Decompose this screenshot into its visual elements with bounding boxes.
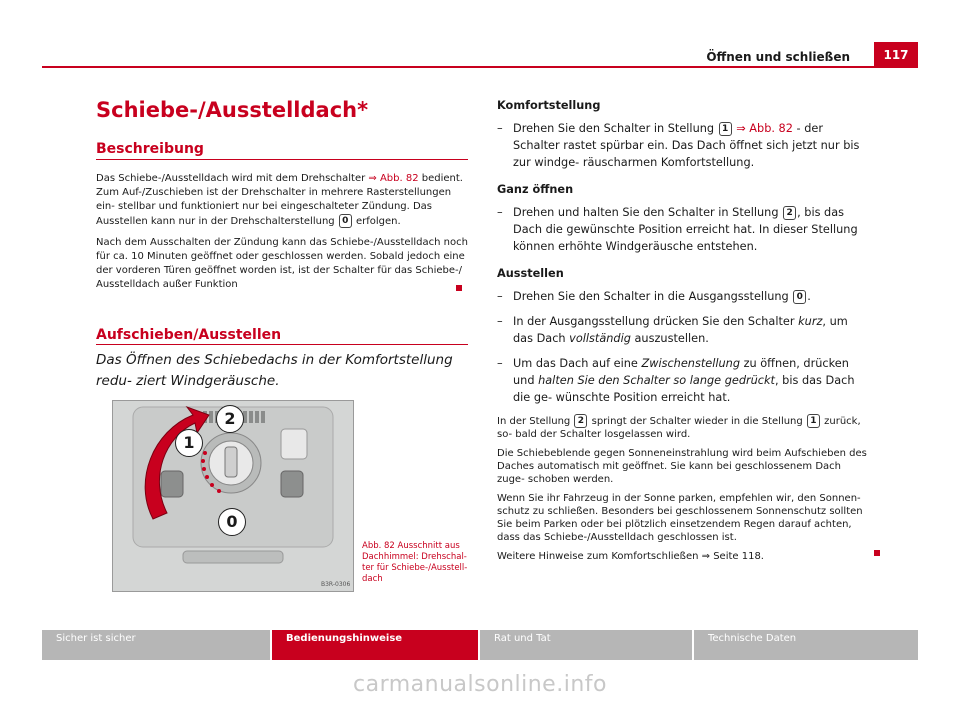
header-rule: [42, 66, 918, 68]
note-paragraph: Die Schiebeblende gegen Sonneneinstrahlung wird beim Aufschieben des Daches automatisch mit geöffnet. Sie kann bei geschlossenem Dach zuge- schoben werden.: [497, 448, 867, 485]
list-item: – Drehen Sie den Schalter in die Ausgangsstellung 0 .: [497, 288, 867, 305]
figure-link[interactable]: ⇒ Abb. 82: [732, 122, 793, 135]
footer-tab-technische-daten[interactable]: Technische Daten: [694, 630, 918, 660]
position-marker-2: 2: [574, 414, 587, 428]
position-marker-0: 0: [339, 214, 352, 228]
list-item: – Drehen und halten Sie den Schalter in Stellung 2 , bis das Dach die gewünschte Position erreicht hat. In dieser Stellung können erhöhte Windgeräusche entstehen.: [497, 204, 867, 255]
footer-tab-rat-und-tat[interactable]: Rat und Tat: [480, 630, 692, 660]
figure-callout-2: 2: [216, 405, 244, 433]
footer-tab-bedienungshinweise[interactable]: Bedienungshinweise: [272, 630, 478, 660]
section-heading-aufschieben: Aufschieben/Ausstellen: [96, 327, 282, 343]
figure-link[interactable]: ⇒ Abb. 82: [368, 173, 419, 184]
list-item: – Drehen Sie den Schalter in Stellung 1 ⇒ Abb. 82 - der Schalter rastet spürbar ein. Das Dach öffnet sich jetzt nur bis zur windge- räuscharmen Komfortstellung.: [497, 120, 867, 171]
page-number: 117: [874, 42, 918, 68]
figure-roof-switch: [112, 400, 354, 592]
running-header: Öffnen und schließen: [706, 50, 850, 64]
note-paragraph: In der Stellung 2 springt der Schalter wieder in die Stellung 1 zurück, so- bald der Schalter losgelassen wird.: [497, 416, 861, 440]
position-marker-1: 1: [719, 122, 732, 136]
section-rule: [96, 344, 468, 345]
figure-caption: Abb. 82 Ausschnitt aus Dachhimmel: Drehschal- ter für Schiebe-/Ausstell- dach: [362, 541, 468, 584]
end-marker: [874, 550, 880, 556]
section-rule: [96, 159, 468, 160]
position-marker-0: 0: [793, 290, 806, 304]
chapter-title: Schiebe-/Ausstelldach*: [96, 98, 369, 122]
subheading-ganz-oeffnen: Ganz öffnen: [497, 183, 574, 196]
figure-callout-1: 1: [175, 429, 203, 457]
note-paragraph: Weitere Hinweise zum Komfortschließen ⇒ Seite 118.: [497, 551, 764, 562]
list-item: – In der Ausgangsstellung drücken Sie den Schalter kurz, um das Dach vollständig auszustellen.: [497, 313, 867, 347]
note-paragraph: Wenn Sie ihr Fahrzeug in der Sonne parken, empfehlen wir, den Sonnen- schutz zu schließen. Besonders bei geschlossenem Sonnenschutz sollten Sie beim Parken oder bei plötzlich einsetzendem Regen darauf achten, dass das Schiebe-/Ausstelldach geschlossen ist.: [497, 493, 863, 543]
watermark: carmanualsonline.info: [353, 672, 607, 697]
section-heading-beschreibung: Beschreibung: [96, 141, 204, 157]
paragraph-description: Das Schiebe-/Ausstelldach wird mit dem Drehschalter ⇒ Abb. 82 bedient. Zum Auf-/Zuschieben ist der Drehschalter in mehrere Rasterstellungen ein- stellbar und funktioniert nur bei eingeschalteter Zündung. Das Ausstellen kann nur in der Drehschalterstellung 0 erfolgen. Nach dem Ausschalten der Zündung kann das Schiebe-/Ausstelldach noch für ca. 10 Minuten geöffnet oder geschlossen werden. Sobald jedoch eine der vorderen Türen geöffnet worden ist, ist der Schalter für das Schiebe-/ Ausstelldach außer Funktion: [96, 173, 468, 290]
figure-code: B3R-0306: [321, 581, 351, 588]
list-item: – Um das Dach auf eine Zwischenstellung zu öffnen, drücken und halten Sie den Schalter so lange gedrückt, bis das Dach die ge- wünschte Position erreicht hat.: [497, 355, 867, 406]
end-marker: [456, 285, 462, 291]
position-marker-1: 1: [807, 414, 820, 428]
subheading-komfort: Komfortstellung: [497, 99, 601, 112]
lead-text: Das Öffnen des Schiebedachs in der Komfortstellung redu- ziert Windgeräusche.: [96, 352, 453, 389]
figure-callout-0: 0: [218, 508, 246, 536]
position-marker-2: 2: [783, 206, 796, 220]
footer-tab-sicher[interactable]: Sicher ist sicher: [42, 630, 270, 660]
subheading-ausstellen: Ausstellen: [497, 267, 564, 280]
right-column: [497, 97, 867, 569]
